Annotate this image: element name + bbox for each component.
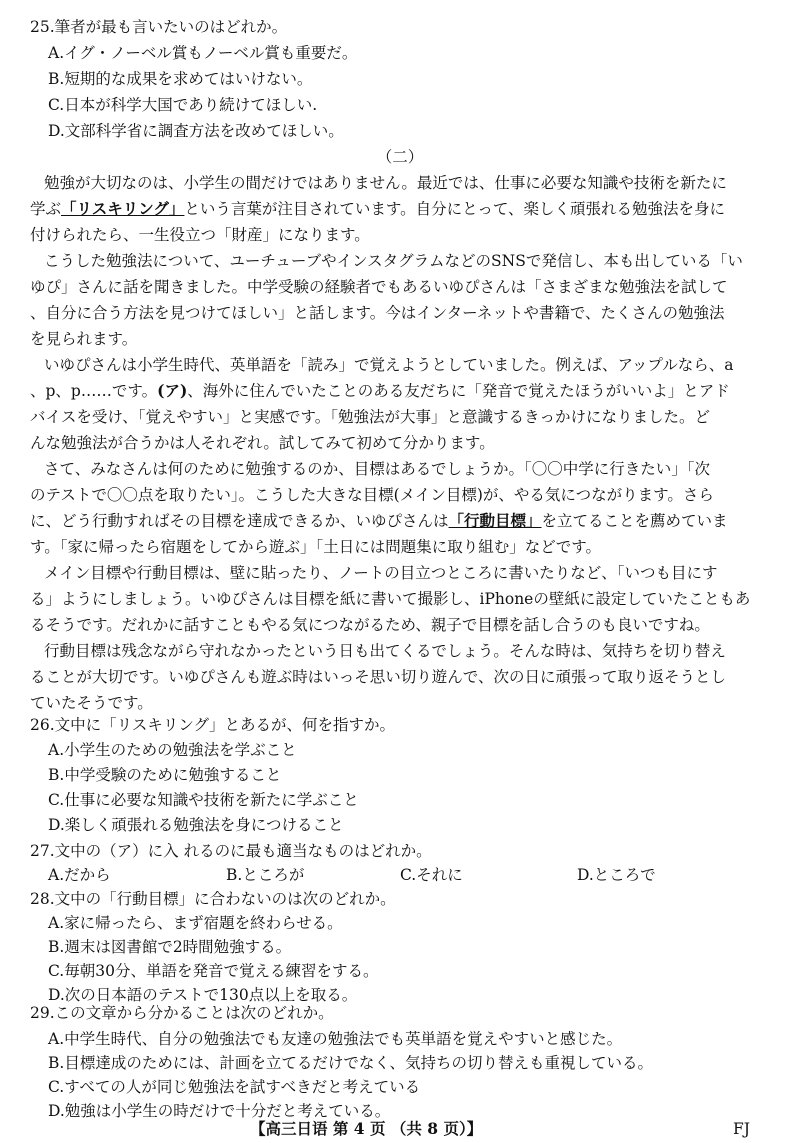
passage-line: 、自分に合う方法を見つけてほしい」と話します。今はインターネットや書籍で、たくさんの勉強法 [30, 304, 725, 322]
passage-line: ることが大切です。いゆぴさんも遊ぶ時はいっそ思い切り遊んで、次の日に頑張って取り返そうとし [30, 668, 726, 686]
q28-option-c: C.毎朝30分、単語を発音で覚える練習をする。 [48, 962, 379, 980]
q29-option-b: B.目標達成のためには、計画を立てるだけでなく、気持ちの切り替えも重視している。 [48, 1054, 654, 1072]
q27-option-a: A.だから [48, 866, 111, 884]
q28-stem: 28.文中の「行動目標」に合わないのは次のどれか。 [30, 890, 396, 908]
passage-line: んな勉強法が合うかは人それぞれ。試してみて初めて分かります。 [30, 434, 495, 452]
q27-option-d: D.ところで [577, 866, 656, 884]
passage-text: 、海外に住んでいたことのある友だちに「発音で覚えたほうがいいよ」とアド [187, 382, 730, 400]
passage-line: さて、みなさんは何のために勉強するのか、目標はあるでしょうか。「〇〇中学に行きたい」「次 [44, 460, 711, 478]
passage-line: メイン目標や行動目標は、壁に貼ったり、ノートの目立つところに書いたりなど、「いつも目にす [44, 564, 718, 582]
q25-option-c: C.日本が科学大国であり続けてほしい. [48, 96, 318, 114]
q25-stem: 25.筆者が最も言いたいのはどれか。 [30, 18, 288, 36]
passage-line: ていたそうです。 [30, 694, 153, 712]
q26-option-c: C.仕事に必要な知識や技術を新たに学ぶこと [48, 791, 359, 809]
q27-option-b: B.ところが [226, 866, 305, 884]
q27-stem: 27.文中の（ア）に入 れるのに最も適当なものはどれか。 [30, 842, 432, 860]
passage-text: を立てることを薦めていま [541, 512, 728, 530]
q28-option-d: D.次の日本語のテストで130点以上を取る。 [48, 986, 358, 1004]
q25-option-b: B.短期的な成果を求めてはいけない。 [48, 70, 313, 88]
passage-line: を見られます。 [30, 330, 138, 348]
q25-option-a: A.イグ・ノーベル賞もノーベル賞も重要だ。 [48, 44, 358, 62]
passage-line [30, 196, 775, 222]
q29-option-a: A.中学生時代、自分の勉強法でも友達の勉強法でも英単語を覚えやすいと感じた。 [48, 1030, 623, 1048]
q28-option-a: A.家に帰ったら、まず宿題を終わらせる。 [48, 914, 343, 932]
passage-line: る」ようにしましょう。いゆぴさんは目標を紙に書いて撮影し、iPhoneの壁紙に設定していたこともあ [30, 590, 751, 608]
passage-line: るそうです。だれかに話すこともやる気につながるため、親子で目標を話し合うのも良いですね。 [30, 616, 710, 634]
passage-line: す。「家に帰ったら宿題をしてから遊ぶ」「土日には問題集に取り組む」などです。 [30, 538, 602, 556]
q29-stem: 29.この文章から分かることは次のどれか。 [30, 1004, 334, 1022]
q26-option-d: D.楽しく頑張れる勉強法を身につけること [48, 816, 344, 834]
blank-a: (ア) [157, 381, 188, 400]
passage-line [30, 378, 775, 404]
exam-code: FJ [733, 1120, 750, 1138]
q25-option-d: D.文部科学省に調査方法を改めてほしい。 [48, 122, 344, 140]
section-title: （二） [376, 148, 424, 166]
passage-text: という言葉が注目されています。自分にとって、楽しく頑張れる勉強法を身に [184, 200, 726, 218]
passage-text: 、p、p……です。 [30, 382, 158, 400]
q26-option-b: B.中学受験のために勉強すること [48, 766, 282, 784]
passage-line: 勉強が大切なのは、小学生の間だけではありません。最近では、仕事に必要な知識や技術を新たに [44, 174, 727, 192]
passage-line: いゆぴさんは小学生時代、英単語を「読み」で覚えようとしていました。例えば、アップルなら、a [44, 356, 734, 374]
q27-option-c: C.それに [400, 866, 463, 884]
q29-option-d: D.勉強は小学生の時だけで十分だと考えている。 [48, 1102, 391, 1120]
passage-text: 学ぶ [30, 200, 62, 218]
q26-stem: 26.文中に「リスキリング」とあるが、何を指すか。 [30, 716, 396, 734]
q28-option-b: B.週末は図書館で2時間勉強する。 [48, 938, 292, 956]
passage-line: ゆぴ」さんに話を聞きました。中学受験の経験者でもあるいゆぴさんは「さまざまな勉強法を試して [30, 278, 728, 296]
passage-line [30, 508, 775, 534]
passage-line: のテストで〇〇点を取りたい」。こうした大きな目標(メイン目標)が、やる気につながります。さら [30, 486, 714, 504]
passage-line: 行動目標は残念ながら守れなかったという日も出てくるでしょう。そんな時は、気持ちを切り替え [44, 642, 726, 660]
q29-option-c: C.すべての人が同じ勉強法を試すべきだと考えている [48, 1078, 421, 1096]
term-action-goal: 「行動目標」 [448, 511, 542, 530]
page-number-label: 【高三日语 第 4 页 （共 8 页）】 [250, 1119, 483, 1138]
q26-option-a: A.小学生のための勉強法を学ぶこと [48, 741, 297, 759]
passage-line: こうした勉強法について、ユーチューブやインスタグラムなどのSNSで発信し、本も出している「い [44, 252, 743, 270]
passage-text: に、どう行動すればその目標を達成できるか、いゆぴさんは [30, 512, 449, 530]
passage-line: 付けられたら、一生役立つ「財産」になります。 [30, 226, 370, 244]
passage-line: バイスを受け、「覚えやすい」と実感です。「勉強法が大事」と意識するきっかけになりました。ど [30, 408, 710, 426]
term-reskilling: 「リスキリング」 [61, 199, 185, 218]
